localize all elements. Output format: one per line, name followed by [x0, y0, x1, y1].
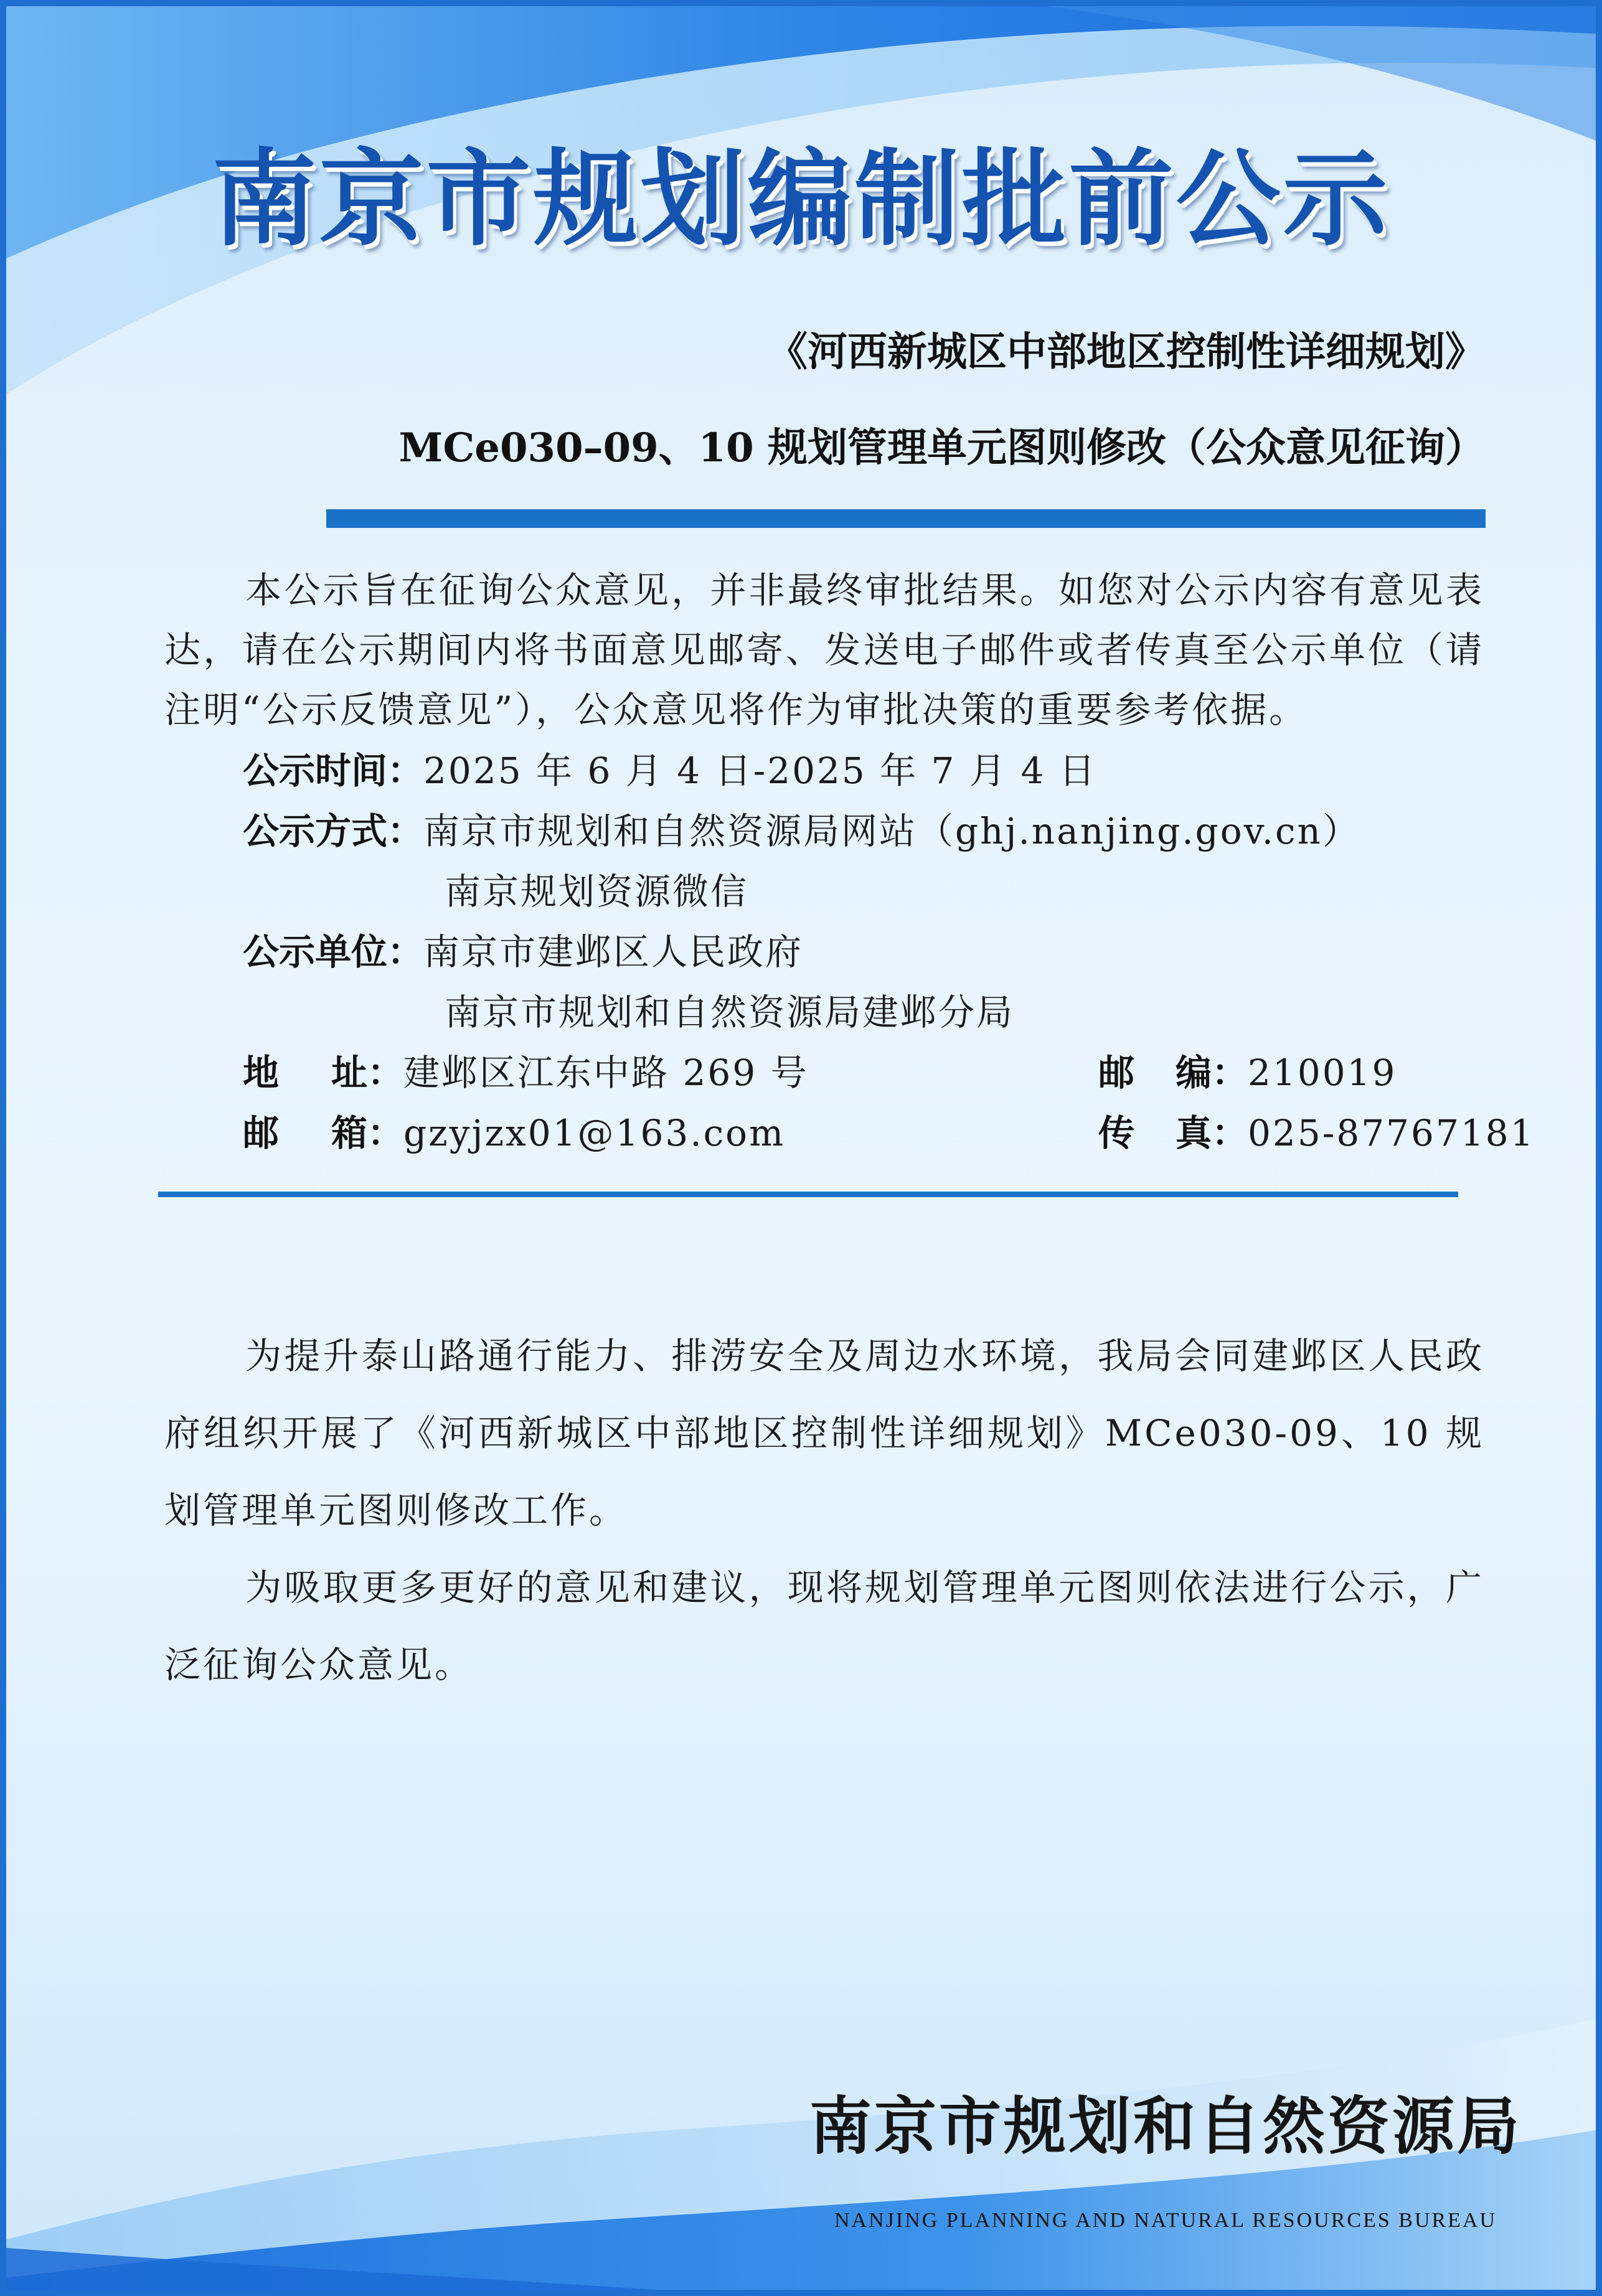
body-paragraph-1 [164, 1317, 1484, 1549]
time-value: 2025 年 6 月 4 日-2025 年 7 月 4 日 [423, 750, 1097, 792]
plan-unit-subtitle: MCe030–09、10 规划管理单元图则修改（公众意见征询） [398, 425, 1485, 471]
info-row-postcode: 邮编：210019 [1098, 1052, 1397, 1094]
plan-name-subtitle: 《河西新城区中部地区控制性详细规划》 [768, 329, 1485, 375]
body-text-1: 为提升泰山路通行能力、排涝安全及周边水环境，我局会同建邺区人民政府组织开展了《河西新城区中部地区控制性详细规划》MCe030-09、10 规划管理单元图则修改工作。 [164, 1335, 1484, 1531]
address-label: 地 [243, 1052, 332, 1094]
body-text-2: 为吸取更多更好的意见和建议，现将规划管理单元图则依法进行公示，广泛征询公众意见。 [164, 1566, 1484, 1686]
fax-label: 传 [1098, 1112, 1176, 1154]
address-value: 建邺区江东中路 269 号 [403, 1052, 809, 1094]
intro-text: 本公示旨在征询公众意见，并非最终审批结果。如您对公示内容有意见表达，请在公示期间内将书面意见邮寄、发送电子邮件或者传真至公示单位（请注明“公示反馈意见”），公众意见将作为审批决策的重要参考依据。 [164, 569, 1484, 731]
info-row-unit-2 [445, 982, 1014, 1042]
email-label: 邮 [243, 1112, 332, 1154]
info-row-address: 地址：建邺区江东中路 269 号 [243, 1052, 809, 1094]
info-row-time [243, 741, 1097, 801]
method-website[interactable]: 南京市规划和自然资源局网站（ghj.nanjing.gov.cn） [423, 810, 1360, 852]
info-row-email: 邮箱：gzyjzx01@163.com [243, 1112, 786, 1154]
unit-label: 公示单位： [243, 931, 424, 973]
intro-paragraph [164, 560, 1484, 740]
body-paragraph-2 [164, 1549, 1484, 1703]
info-row-unit [243, 922, 803, 982]
bureau-name-cn: 南京市规划和自然资源局 [809, 2089, 1522, 2163]
time-label: 公示时间： [243, 750, 424, 792]
info-row-method [243, 801, 1360, 861]
unit-bureau: 南京市规划和自然资源局建邺分局 [445, 991, 1015, 1033]
info-row-method-2 [445, 862, 748, 921]
notice-title: 南京市规划编制批前公示 [212, 138, 1390, 260]
method-wechat: 南京规划资源微信 [445, 870, 749, 913]
header-divider [326, 509, 1486, 528]
postcode-label: 邮 [1098, 1052, 1176, 1094]
email-value[interactable]: gzyjzx01@163.com [403, 1112, 786, 1154]
info-row-fax: 传真：025-87767181 [1098, 1112, 1535, 1154]
postcode-value: 210019 [1248, 1052, 1397, 1094]
unit-government: 南京市建邺区人民政府 [423, 931, 804, 973]
method-label: 公示方式： [243, 810, 424, 852]
bureau-name-en: NANJING PLANNING AND NATURAL RESOURCES BUREAU [834, 2209, 1497, 2232]
fax-value: 025-87767181 [1248, 1112, 1535, 1154]
info-divider [158, 1192, 1458, 1197]
